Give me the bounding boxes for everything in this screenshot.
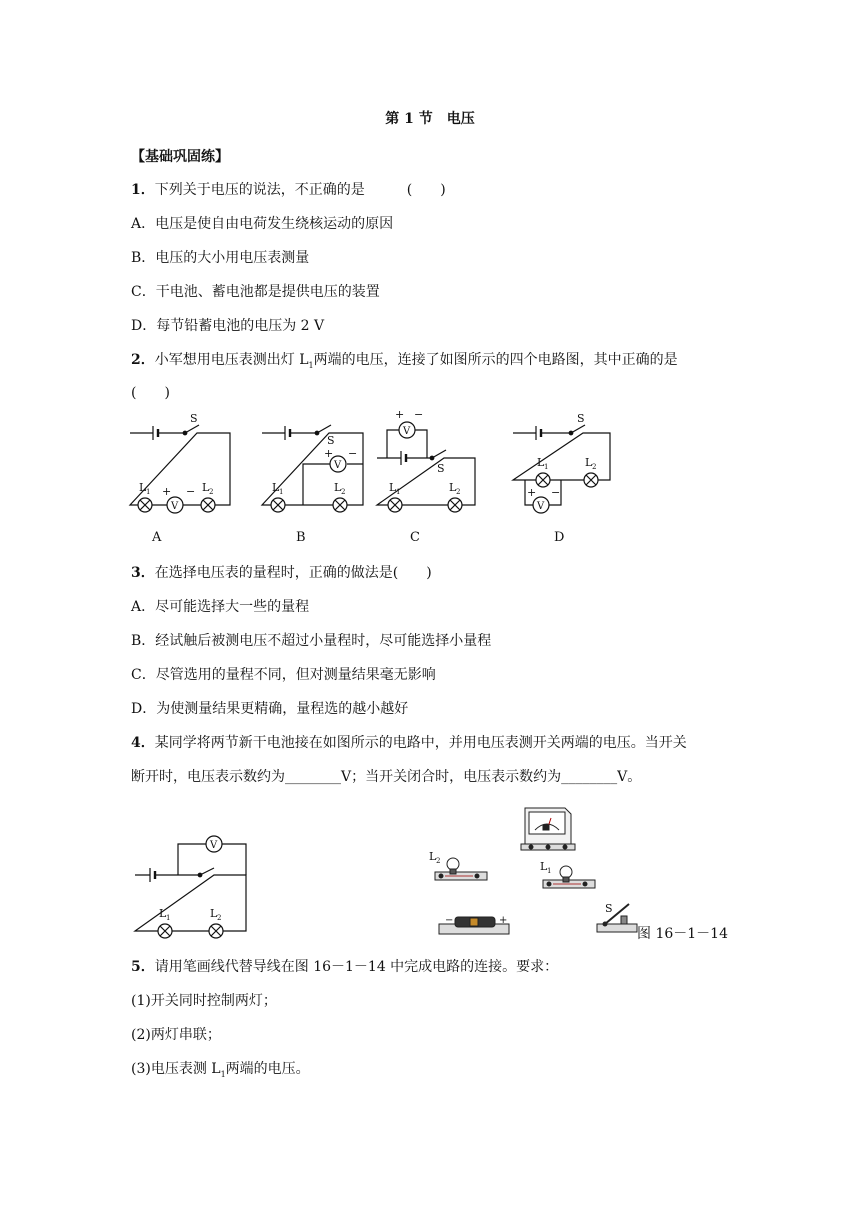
lamp-label: L bbox=[272, 481, 280, 494]
knife-switch-icon bbox=[597, 904, 637, 932]
lamp-label: L bbox=[159, 907, 167, 920]
lamp-l2-q4 bbox=[209, 924, 223, 938]
voltmeter-device-icon bbox=[521, 808, 575, 850]
section-heading: 【基础巩固练】 bbox=[131, 149, 229, 165]
lamp-label: L bbox=[537, 456, 545, 469]
question-3 bbox=[131, 564, 432, 582]
q3-option-b: B．经试触后被测电压不超过小量程时，尽可能选择小量程 bbox=[131, 633, 492, 649]
lamp-sub: 1 bbox=[544, 463, 549, 471]
lamp-label: L bbox=[585, 456, 593, 469]
lamp-l2-a bbox=[201, 498, 215, 512]
circuit-b bbox=[262, 425, 363, 512]
lamp-l1-d bbox=[536, 473, 550, 487]
figure-16-1-14 bbox=[425, 800, 640, 950]
question-stem: 小军想用电压表测出灯 L bbox=[154, 352, 309, 368]
question-stem: 在选择电压表的量程时，正确的做法是( ) bbox=[154, 565, 432, 581]
lamp-label: L bbox=[210, 907, 218, 920]
minus-sign: − bbox=[551, 486, 561, 499]
question-2 bbox=[131, 351, 678, 375]
question-1 bbox=[131, 181, 446, 199]
q5-requirement-3 bbox=[131, 1060, 310, 1084]
lamp-l1-a bbox=[138, 498, 152, 512]
q1-option-a: A．电压是使自由电荷发生绕核运动的原因 bbox=[131, 216, 394, 232]
lamp-sub: 1 bbox=[547, 867, 552, 875]
subscript: 1 bbox=[308, 360, 314, 370]
q5-requirement-1: (1)开关同时控制两灯； bbox=[131, 993, 277, 1009]
lamp-l2-b bbox=[333, 498, 347, 512]
plus-sign: + bbox=[162, 485, 172, 498]
requirement-text-cont: 两端的电压。 bbox=[225, 1061, 310, 1077]
question-stem: 下列关于电压的说法，不正确的是 ( ) bbox=[154, 182, 446, 198]
lamp-label: L bbox=[449, 481, 457, 494]
question-number: 5． bbox=[131, 959, 155, 975]
question-stem-cont: 两端的电压，连接了如图所示的四个电路图，其中正确的是 bbox=[313, 352, 678, 368]
question-4 bbox=[131, 734, 687, 752]
q1-option-c: C．干电池、蓄电池都是提供电压的装置 bbox=[131, 284, 380, 300]
lamp-sub: 2 bbox=[209, 488, 214, 496]
figure-label-a: A bbox=[152, 530, 162, 545]
switch-label: S bbox=[327, 434, 335, 447]
circuit-a bbox=[130, 425, 230, 513]
plus-sign: + bbox=[527, 486, 537, 499]
figure-label-d: D bbox=[554, 530, 565, 545]
question-5 bbox=[131, 958, 558, 976]
voltmeter-label: V bbox=[334, 460, 342, 471]
plus-sign: + bbox=[324, 447, 334, 460]
voltmeter-label: V bbox=[403, 426, 411, 437]
figure-label-c: C bbox=[410, 530, 420, 545]
page-title: 第 1 节 电压 bbox=[385, 111, 475, 127]
lamp-label: L bbox=[334, 481, 342, 494]
lamp-sub: 1 bbox=[166, 914, 171, 922]
q2-circuit-figures bbox=[125, 410, 625, 520]
question-stem: 某同学将两节新干电池接在如图所示的电路中，并用电压表测开关两端的电压。当开关 bbox=[154, 735, 687, 751]
minus-sign: − bbox=[445, 915, 454, 926]
lamp-label: L bbox=[139, 481, 147, 494]
q1-option-d: D．每节铅蓄电池的电压为 2 V bbox=[131, 318, 325, 334]
lamp-sub: 1 bbox=[279, 488, 284, 496]
lamp-l2-c bbox=[448, 498, 462, 512]
minus-sign: − bbox=[348, 447, 358, 460]
subscript: 1 bbox=[220, 1069, 226, 1079]
question-number: 1． bbox=[131, 182, 155, 198]
q1-option-b: B．电压的大小用电压表测量 bbox=[131, 250, 310, 266]
question-4-line2: 断开时，电压表示数约为________V；当开关闭合时，电压表示数约为________V。 bbox=[131, 769, 642, 785]
switch-label: S bbox=[437, 462, 445, 475]
lamp-sub: 2 bbox=[592, 463, 597, 471]
lamp-label: L bbox=[389, 481, 397, 494]
plus-sign: + bbox=[395, 410, 405, 421]
voltmeter-label: V bbox=[537, 501, 545, 512]
lamp-l2-d bbox=[584, 473, 598, 487]
lamp-l1-q4 bbox=[158, 924, 172, 938]
lamp-sub: 2 bbox=[217, 914, 222, 922]
lamp-l1-c bbox=[388, 498, 402, 512]
switch-label: S bbox=[605, 902, 613, 915]
minus-sign: − bbox=[414, 410, 424, 421]
figure-label-b: B bbox=[296, 530, 306, 545]
question-number: 2． bbox=[131, 352, 155, 368]
lamp-sub: 1 bbox=[396, 488, 401, 496]
circuit-c bbox=[377, 422, 475, 512]
q3-option-a: A．尽可能选择大一些的量程 bbox=[131, 599, 310, 615]
q3-option-c: C．尽管选用的量程不同，但对测量结果毫无影响 bbox=[131, 667, 436, 683]
voltmeter-label: V bbox=[210, 840, 218, 851]
figure-caption: 图 16－1－14 bbox=[637, 926, 728, 942]
q5-requirement-2: (2)两灯串联； bbox=[131, 1027, 221, 1043]
lamp-sub: 2 bbox=[456, 488, 461, 496]
lamp-label: L bbox=[540, 860, 548, 873]
q4-circuit-figure bbox=[130, 828, 260, 943]
question-stem: 请用笔画线代替导线在图 16－1－14 中完成电路的连接。要求： bbox=[154, 959, 559, 975]
question-number: 4． bbox=[131, 735, 155, 751]
minus-sign: − bbox=[186, 485, 196, 498]
lamp-sub: 2 bbox=[341, 488, 346, 496]
lamp-l1-b bbox=[271, 498, 285, 512]
switch-label: S bbox=[190, 412, 198, 425]
requirement-text: (3)电压表测 L bbox=[131, 1061, 221, 1077]
switch-label: S bbox=[577, 412, 585, 425]
q3-option-d: D．为使测量结果更精确，量程选的越小越好 bbox=[131, 701, 409, 717]
lamp-label: L bbox=[429, 850, 437, 863]
question-number: 3． bbox=[131, 565, 155, 581]
q2-answer-paren: ( ) bbox=[131, 385, 170, 401]
lamp-sub: 2 bbox=[436, 857, 441, 865]
bulb-l2-icon bbox=[435, 858, 487, 880]
voltmeter-label: V bbox=[171, 501, 179, 512]
lamp-label: L bbox=[202, 481, 210, 494]
lamp-sub: 1 bbox=[146, 488, 151, 496]
plus-sign: + bbox=[499, 915, 508, 926]
